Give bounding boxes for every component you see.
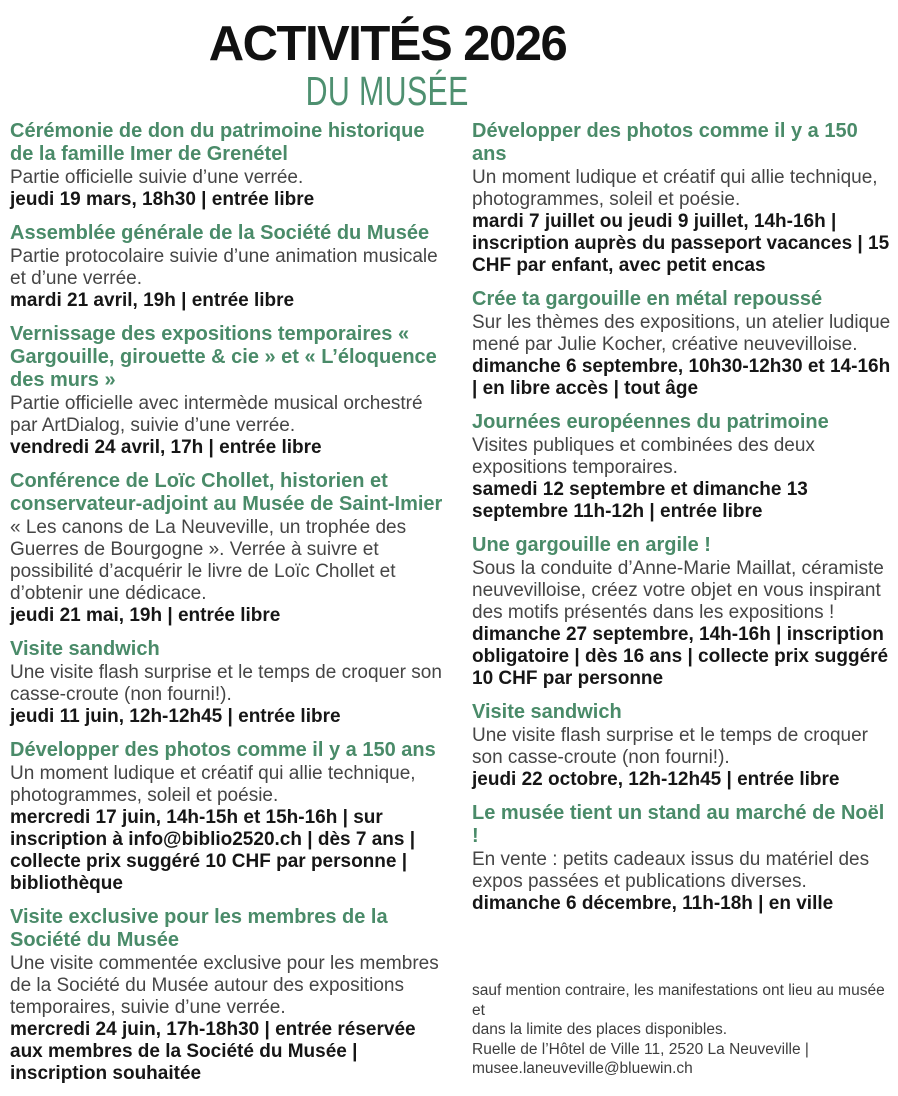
event-entry: [10, 906, 448, 1085]
event-date: mercredi 17 juin, 14h-15h et 15h-16h | sur inscription à info@biblio2520.ch | dès 7 ans | collecte prix suggéré 10 CHF par personne | bibliothèque: [10, 807, 416, 894]
event-entry: [472, 802, 896, 915]
event-title: Visite sandwich: [472, 701, 622, 723]
footnote-line: Ruelle de l’Hôtel de Ville 11, 2520 La Neuveville |: [472, 1040, 809, 1058]
event-title: Développer des photos comme il y a 150 ans: [10, 739, 436, 761]
footnote: [472, 981, 896, 1079]
footnote-line: sauf mention contraire, les manifestations ont lieu au musée et: [472, 982, 885, 1019]
flyer-header: [0, 17, 775, 114]
event-date: samedi 12 septembre et dimanche 13 septembre 11h-12h | entrée libre: [472, 479, 808, 522]
event-description: Une visite flash surprise et le temps de croquer son casse-croute (non fourni!).: [10, 662, 442, 705]
footnote-line: dans la limite des places disponibles.: [472, 1021, 728, 1038]
event-title: Crée ta gargouille en métal repoussé: [472, 288, 823, 310]
event-title: Vernissage des expositions temporaires « Gargouille, girouette & cie » et « L’éloquence des murs »: [10, 323, 437, 391]
event-entry: [10, 222, 448, 312]
event-title: Assemblée générale de la Société du Musée: [10, 222, 430, 244]
event-description: Sur les thèmes des expositions, un atelier ludique mené par Julie Kocher, créative neuvevilloise.: [472, 312, 891, 355]
event-entry: [472, 411, 896, 523]
event-entry: [10, 739, 448, 895]
event-title: Cérémonie de don du patrimoine historique de la famille Imer de Grenétel: [10, 120, 425, 165]
event-date: dimanche 6 décembre, 11h-18h | en ville: [472, 893, 834, 914]
event-date: dimanche 27 septembre, 14h-16h | inscription obligatoire | dès 16 ans | collecte prix suggéré 10 CHF par personne: [472, 624, 889, 689]
event-entry: [472, 534, 896, 690]
event-description: Une visite flash surprise et le temps de croquer son casse-croute (non fourni!).: [472, 725, 869, 768]
event-date: vendredi 24 avril, 17h | entrée libre: [10, 437, 322, 458]
event-description: En vente : petits cadeaux issus du matériel des expos passées et publications diverses.: [472, 849, 870, 892]
event-description: Partie protocolaire suivie d’une animation musicale et d’une verrée.: [10, 246, 438, 289]
content-columns: [10, 120, 896, 1096]
event-entry: [10, 323, 448, 459]
event-date: mardi 7 juillet ou jeudi 9 juillet, 14h-16h | inscription auprès du passeport vacances | 15 CHF par enfant, avec petit encas: [472, 211, 890, 276]
event-date: jeudi 22 octobre, 12h-12h45 | entrée libre: [472, 769, 840, 790]
event-date: mercredi 24 juin, 17h-18h30 | entrée réservée aux membres de la Société du Musée | inscription souhaitée: [10, 1019, 416, 1084]
event-description: Partie officielle avec intermède musical orchestré par ArtDialog, suivie d’une verrée.: [10, 393, 423, 436]
column-right: [472, 120, 896, 1096]
event-entry: [10, 470, 448, 627]
event-date: jeudi 19 mars, 18h30 | entrée libre: [10, 189, 315, 210]
footnote-line: musee.laneuveville@bluewin.ch: [472, 1060, 693, 1077]
event-entry: [10, 638, 448, 728]
event-description: Visites publiques et combinées des deux expositions temporaires.: [472, 435, 815, 478]
event-entry: [472, 701, 896, 791]
event-entry: [472, 120, 896, 277]
event-title: Visite exclusive pour les membres de la Société du Musée: [10, 906, 388, 951]
event-date: jeudi 21 mai, 19h | entrée libre: [10, 605, 281, 626]
event-date: jeudi 11 juin, 12h-12h45 | entrée libre: [10, 706, 341, 727]
event-entry: [10, 120, 448, 211]
event-title: Visite sandwich: [10, 638, 160, 660]
page-title: ACTIVITÉS 2026: [208, 17, 567, 71]
event-date: mardi 21 avril, 19h | entrée libre: [10, 290, 295, 311]
event-description: Partie officielle suivie d’une verrée.: [10, 167, 304, 188]
event-title: Une gargouille en argile !: [472, 534, 711, 556]
event-description: « Les canons de La Neuveville, un trophée des Guerres de Bourgogne ». Verrée à suivre et possibilité d’acquérir le livre de Loïc Chollet et d’obtenir une dédicace.: [10, 517, 407, 604]
event-description: Sous la conduite d’Anne-Marie Maillat, céramiste neuvevilloise, créez votre objet en vous inspirant des motifs présentés dans les expositions !: [472, 558, 884, 623]
event-date: dimanche 6 septembre, 10h30-12h30 et 14-16h | en libre accès | tout âge: [472, 356, 891, 399]
column-left: [10, 120, 448, 1096]
event-description: Un moment ludique et créatif qui allie technique, photogrammes, soleil et poésie.: [472, 167, 878, 210]
event-entry: [472, 288, 896, 400]
page-subtitle: DU MUSÉE: [305, 68, 470, 114]
event-title: Le musée tient un stand au marché de Noël !: [472, 802, 885, 847]
event-description: Une visite commentée exclusive pour les membres de la Société du Musée autour des expositions temporaires, suivie d’une verrée.: [10, 953, 439, 1018]
event-title: Développer des photos comme il y a 150 ans: [472, 120, 858, 165]
event-title: Journées européennes du patrimoine: [472, 411, 829, 433]
event-description: Un moment ludique et créatif qui allie technique, photogrammes, soleil et poésie.: [10, 763, 416, 806]
event-title: Conférence de Loïc Chollet, historien et conservateur-adjoint au Musée de Saint-Imier: [10, 470, 443, 515]
